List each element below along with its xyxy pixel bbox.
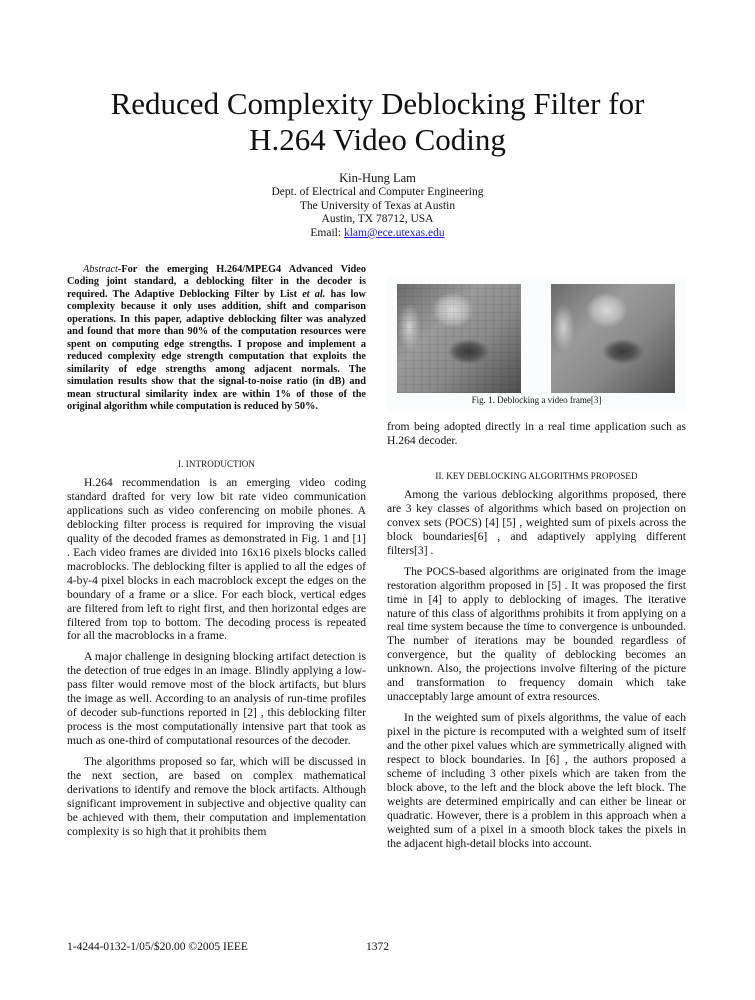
section-heading-key-algorithms: II. KEY DEBLOCKING ALGORITHMS PROPOSED bbox=[435, 470, 638, 481]
abstract-lead: Abstract bbox=[83, 264, 118, 275]
paper-title bbox=[0, 86, 755, 158]
continuation-paragraph: from being adopted directly in a real time application such as H.264 decoder. bbox=[387, 420, 686, 447]
intro-paragraph-1: H.264 recommendation is an emerging video coding standard drafted for very low bit rate video communication applications such as video conferencing on mobile phones. A deblocking filter process is required for improving the visual quality of the decoded frames as demonstrated in Fig. 1 and [1] . Each video frames are divided into 16x16 pixels blocks called macroblocks. The deblocking filter is applied to all the edges of 4-by-4 pixel blocks in each macroblock except the edges on the boundary of a frame or a slice. For each block, vertical edges are filtered from left to right first, and then horizontal edges are filtered from top to bottom. The decoding process is repeated for all the macroblocks in a frame. bbox=[67, 476, 366, 643]
email-link[interactable]: klam@ece.utexas.edu bbox=[343, 226, 445, 239]
page-number: 1372 bbox=[366, 941, 389, 953]
abstract-etal: et al. bbox=[302, 288, 326, 300]
section2-paragraph-1: Among the various deblocking algorithms proposed, there are 3 key classes of algorithms which based on projection on convex sets (POCS) [4] [5] , weighted sum of pixels across the block boundaries[6] , and adaptively applying different filters[3] . bbox=[387, 487, 686, 557]
right-column-body bbox=[387, 420, 686, 858]
author-block bbox=[0, 170, 755, 240]
figure-image-blocky bbox=[397, 284, 521, 393]
title-line-2: H.264 Video Coding bbox=[249, 122, 506, 157]
author-name: Kin-Hung Lam bbox=[339, 171, 416, 185]
author-email-line bbox=[0, 227, 755, 241]
intro-paragraph-2: A major challenge in designing blocking artifact detection is the detection of true edges in an image. Blindly applying a low-pass filter would remove most of the block artifacts, but blurs the image as well. According to an analysis of run-time profiles of decoder sub-functions reported in [2] , this deblocking filter process is the most computationally intensive part that took as much as one-third of computational resources of the decoder. bbox=[67, 650, 366, 748]
section2-paragraph-3: In the weighted sum of pixels algorithms, the value of each pixel in the picture is recomputed with a weighted sum of itself and the other pixel values which are symmetrically aligned with respect to block boundaries. In [6] , the authors proposed a scheme of including 3 other pixels which are taken from the block above, to the left and the block above the left block. The weights are determined empirically and can either be linear or quadratic. However, there is a problem in this approach when a weighted sum of a pixel in a smooth block takes the pixels in the adjacent high-detail blocks into account. bbox=[387, 711, 686, 850]
abstract-text-2: has low complexity because it only uses addition, shift and comparison operations. In this paper, adaptive deblocking filter was analyzed and found that more than 90% of the computation resources were spent on computing edge strengths. I propose and implement a reduced complexity edge strength computation that exploits the similarity of edge strengths among adjacent normals. The simulation results show that the signal-to-noise ratio (in dB) and mean structural similarity index are within 1% of those of the original algorithm while computation is reduced by 50%. bbox=[67, 288, 366, 412]
figure-image-deblocked bbox=[551, 284, 675, 393]
author-university: The University of Texas at Austin bbox=[299, 199, 456, 212]
footer-copyright: 1-4244-0132-1/05/$20.00 ©2005 IEEE bbox=[67, 941, 248, 953]
author-address: Austin, TX 78712, USA bbox=[321, 213, 434, 226]
abstract-text-1: -For the emerging H.264/MPEG4 Advanced Video Coding joint standard, a deblocking filter in the decoder is required. The Adaptive Deblocking Filter by List bbox=[67, 264, 366, 300]
email-label: Email: bbox=[310, 226, 344, 239]
figure-1 bbox=[387, 277, 686, 413]
intro-paragraph-3: The algorithms proposed so far, which will be discussed in the next section, are based on complex mathematical derivations to identify and remove the block artifacts. Although significant improvement in subjective and objective quality can be achieved with them, their computation and implementation complexity is so high that it prohibits them bbox=[67, 755, 366, 838]
abstract bbox=[67, 264, 366, 413]
section-introduction bbox=[67, 458, 366, 846]
abstract-paragraph bbox=[67, 264, 366, 413]
title-line-1: Reduced Complexity Deblocking Filter for bbox=[110, 86, 645, 121]
section-heading-introduction: I. INTRODUCTION bbox=[178, 459, 255, 469]
author-dept: Dept. of Electrical and Computer Engineering bbox=[271, 186, 484, 198]
figure-caption: Fig. 1. Deblocking a video frame[3] bbox=[471, 395, 602, 405]
section2-paragraph-2: The POCS-based algorithms are originated from the image restoration algorithm proposed in [5] . It was proposed the first time in [4] to apply to deblocking of images. The iterative nature of this class of algorithms prohibits it from applying on a real time system because the time to convergence is unbounded. The number of iterations may be bounded regardless of convergence, but the quality of deblocking becomes an unknown. Also, the projections involve filtering of the picture and transformation to frequency domain which take unacceptably large amount of extra resources. bbox=[387, 564, 686, 704]
